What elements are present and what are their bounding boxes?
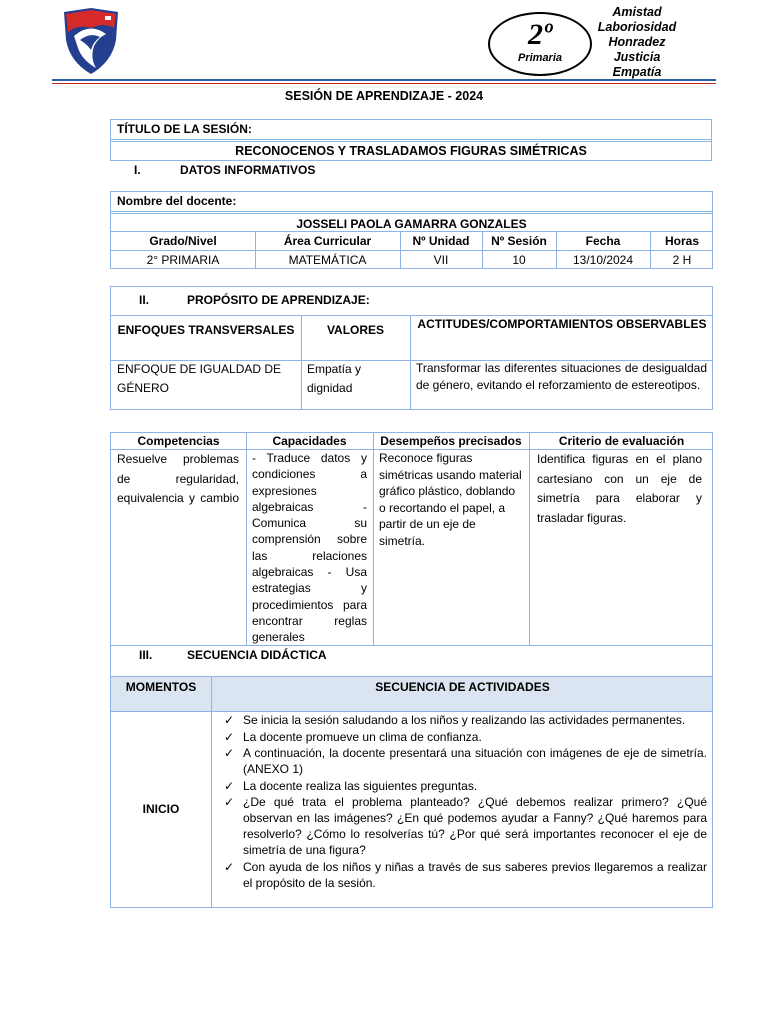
competencias-table	[110, 432, 713, 646]
grade-badge	[488, 12, 592, 76]
grade-value: 2° PRIMARIA	[146, 253, 220, 267]
value-item: Amistad	[612, 5, 662, 19]
list-item: ✓ La docente realiza las siguientes preguntas.	[224, 778, 478, 793]
check-icon: ✓	[224, 795, 235, 810]
school-shield-logo	[60, 6, 122, 76]
header-divider-red	[52, 83, 716, 85]
section-number: III.	[139, 648, 153, 662]
datos-informativos-table	[110, 191, 713, 269]
enfoque-value: ENFOQUE DE IGUALDAD DE GÉNERO	[117, 362, 282, 395]
competencia-value: Resuelve problemas de regularidad, equivalencia y cambio	[117, 452, 239, 505]
section-heading: DATOS INFORMATIVOS	[180, 163, 316, 177]
desempeno-value: Reconoce figuras simétricas usando material gráfico plástico, doblando o recortando el papel, a partir de un eje de simetría.	[379, 451, 522, 548]
column-header: Horas	[664, 234, 699, 248]
session-title: RECONOCENOS Y TRASLADAMOS FIGURAS SIMÉTRICAS	[235, 144, 587, 158]
grade-number: 2º	[528, 18, 552, 51]
column-header: Competencias	[137, 434, 220, 448]
area-value: MATEMÁTICA	[288, 253, 367, 267]
date-value: 13/10/2024	[572, 253, 634, 267]
actitud-value: Transformar las diferentes situaciones de desigualdad de género, evitando el reforzamiento de estereotipos.	[416, 361, 707, 392]
value-item: Empatía	[612, 65, 662, 79]
section-heading: PROPÓSITO DE APRENDIZAJE:	[187, 293, 370, 307]
section-number: II.	[139, 293, 150, 307]
check-icon: ✓	[224, 746, 235, 761]
check-icon: ✓	[224, 859, 235, 874]
hours-value: 2 H	[672, 253, 692, 267]
proposito-table	[110, 286, 713, 410]
actitudes-header: ACTITUDES/COMPORTAMIENTOS OBSERVABLES	[417, 317, 707, 331]
criterio-value: Identifica figuras en el plano cartesiano con un eje de simetría para elaborar y trasladar figuras.	[537, 452, 702, 525]
session-value: 10	[512, 253, 526, 267]
check-icon: ✓	[224, 713, 235, 727]
column-header: Desempeños precisados	[380, 434, 522, 448]
valor-value: Empatía y dignidad	[307, 362, 362, 395]
list-item: ✓ Con ayuda de los niños y niñas a través de sus saberes previos llegaremos a realizar el propósito de la sesión.	[224, 859, 707, 890]
activity-list	[219, 712, 707, 892]
secuencia-header: SECUENCIA DE ACTIVIDADES	[375, 680, 550, 694]
teacher-label: Nombre del docente:	[117, 194, 237, 208]
valores-header: VALORES	[326, 323, 385, 337]
unit-value: VII	[433, 253, 449, 267]
header-divider-blue	[52, 79, 716, 81]
column-header: Nº Sesión	[491, 234, 547, 248]
secuencia-table	[110, 645, 713, 908]
enfoques-header: ENFOQUES TRANSVERSALES	[117, 323, 295, 337]
check-icon: ✓	[224, 729, 235, 744]
list-item: ✓ Se inicia la sesión saludando a los niños y realizando las actividades permanentes.	[224, 713, 686, 727]
list-item: ✓ A continuación, la docente presentará una situación con imágenes de eje de simetría. (ANEXO 1)	[224, 746, 707, 777]
list-item: ✓ ¿De qué trata el problema planteado? ¿Qué debemos realizar primero? ¿Qué observan en las imágenes? ¿En qué podemos ayudar a Fanny? ¿Qué haremos para resolverlo? ¿Cómo lo resolverías tú? ¿Por qué será importantes reconocer el eje de simetría de una figura?	[224, 795, 707, 858]
section-number: I.	[134, 163, 141, 177]
column-header: Área Curricular	[283, 234, 372, 248]
session-title-box	[110, 119, 712, 161]
session-title-label: TÍTULO DE LA SESIÓN:	[117, 122, 252, 136]
capacidades-value: - Traduce datos y condiciones a expresiones algebraicas - Comunica su comprensión sobre las relaciones algebraicas - Usa estrategias y procedimientos para encontrar reglas generales	[252, 451, 367, 645]
teacher-name: JOSSELI PAOLA GAMARRA GONZALES	[296, 217, 527, 231]
momentos-header: MOMENTOS	[125, 680, 197, 694]
value-item: Honradez	[608, 35, 666, 49]
moment-inicio: INICIO	[142, 802, 180, 816]
list-item: ✓ La docente promueve un clima de confianza.	[224, 729, 482, 744]
value-item: Justicia	[613, 50, 661, 64]
column-header: Fecha	[585, 234, 621, 248]
column-header: Grado/Nivel	[149, 234, 217, 248]
section-heading: SECUENCIA DIDÁCTICA	[187, 648, 327, 662]
column-header: Criterio de evaluación	[558, 434, 685, 448]
document-title: SESIÓN DE APRENDIZAJE - 2024	[284, 89, 484, 103]
check-icon: ✓	[224, 778, 235, 793]
school-values	[592, 5, 682, 80]
grade-level: Primaria	[517, 52, 563, 64]
column-header: Capacidades	[272, 434, 347, 448]
column-header: Nº Unidad	[412, 234, 470, 248]
value-item: Laboriosidad	[597, 20, 677, 34]
